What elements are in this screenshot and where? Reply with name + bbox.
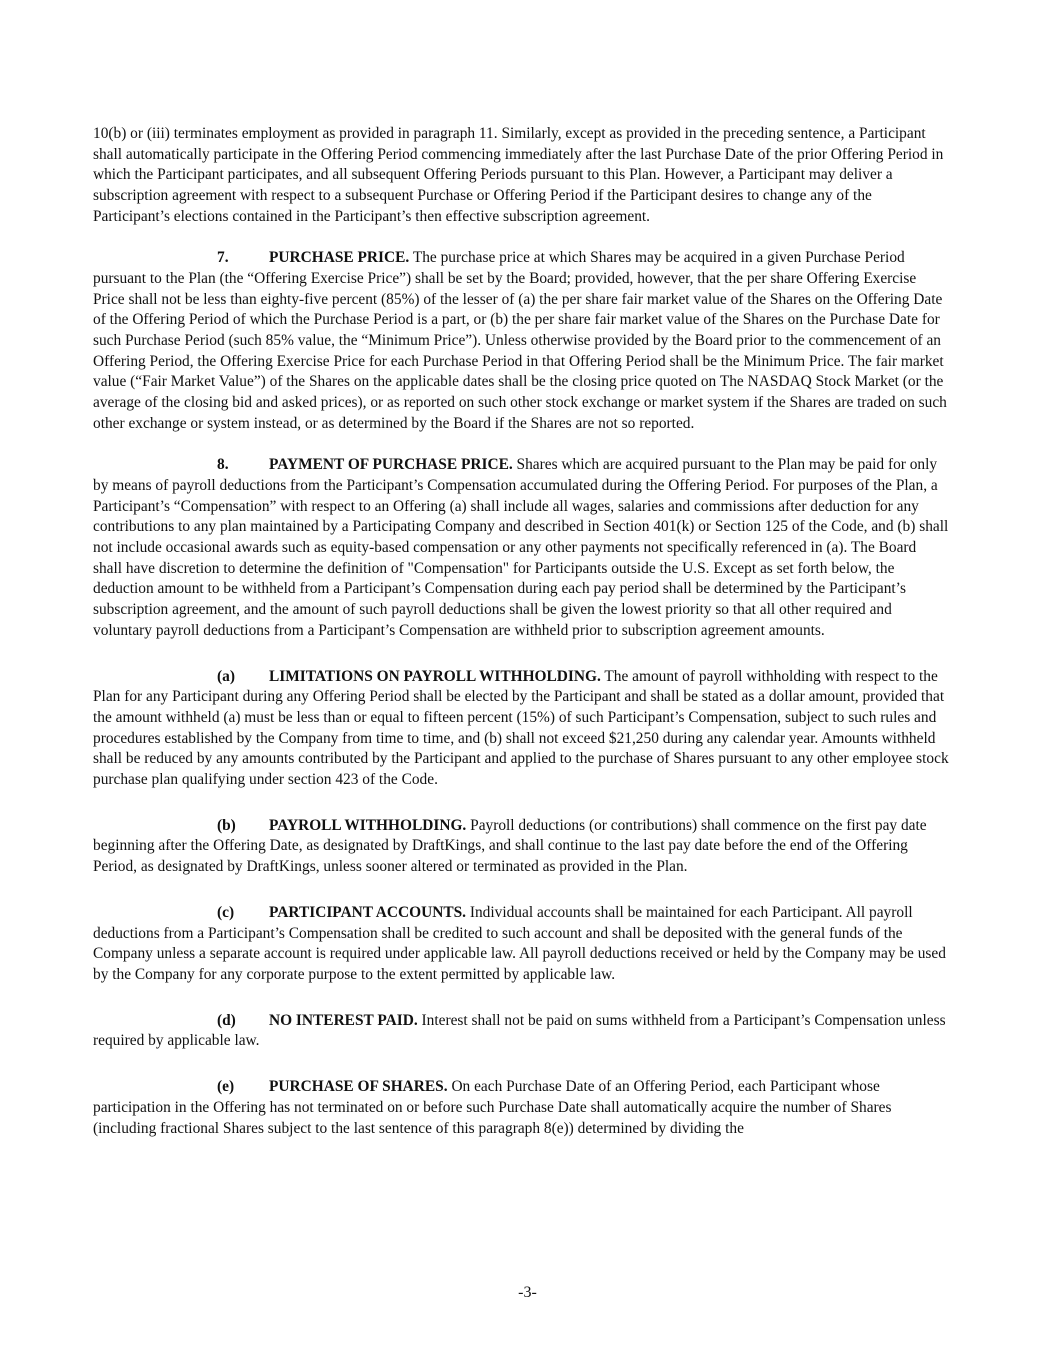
section-text: The purchase price at which Shares may be acquired in a given Purchase Period pursuant to the Plan (the “Offering Exercise Price”) shall be set by the Board; provided, however, that the per share Offering Exercise Price shall not be less than eighty-five percent (85%) of the lesser of (a) the per share fair market value of the Shares on the Offering Date of the Offering Period of which the Purchase Period is a part, or (b) the per share fair market value of the Shares on the Purchase Date for such Purchase Period (such 85% value, the “Minimum Price”). Unless otherwise provided by the Board prior to the commencement of an Offering Period, the Offering Exercise Price for each Purchase Period in that Offering Period shall be the Minimum Price. The fair market value (“Fair Market Value”) of the Shares on the applicable dates shall be the closing price quoted on The NASDAQ Stock Market (or the average of the closing bid and asked prices), or as reported on such other stock exchange or market system if the Shares are traded on such other exchange or system instead, or as determined by the Board if the Shares are not so reported. [93, 249, 947, 432]
section-number: 7. [217, 249, 229, 267]
subsection-text: Payroll deductions (or contributions) shall commence on the first pay date beginning after the Offering Date, as designated by DraftKings, and shall continue to the last pay date before the end of the Offering Period, as designated by DraftKings, unless sooner altered or terminated as provided in the Plan. [93, 816, 927, 876]
subsection-d-no-interest-paid [93, 1011, 949, 1052]
section-heading: PURCHASE PRICE. [269, 249, 410, 267]
subsection-text: Individual accounts shall be maintained for each Participant. All payroll deductions from a Participant’s Compensation shall be credited to such account and shall be deposited with the general funds of the Company unless a separate account is required under applicable law. All payroll deductions received or held by the Company may be used by the Company for any corporate purpose to the extent permitted by applicable law. [93, 903, 946, 983]
page-number: -3- [518, 1284, 537, 1301]
subsection-number: (d) [217, 1011, 236, 1029]
subsection-text: On each Purchase Date of an Offering Period, each Participant whose participation in the Offering has not terminated on or before such Purchase Date shall automatically acquire the number of Shares (including fractional Shares subject to the last sentence of this paragraph 8(e)) determined by dividing the [93, 1078, 892, 1137]
subsection-c-participant-accounts [93, 903, 949, 986]
subsection-number: (b) [217, 816, 236, 834]
section-text: Shares which are acquired pursuant to the Plan may be paid for only by means of payroll deductions from the Participant’s Compensation accumulated during the Offering Period. For purposes of the Plan, a Participant’s “Compensation” with respect to an Offering (a) shall include all wages, salaries and commissions after deduction for any contributions to any plan maintained by a Participating Company and described in Section 401(k) or Section 125 of the Code, and (b) shall not include occasional awards such as equity-based compensation or any other payments not specifically referenced in (a). The Board shall have discretion to determine the definition of "Compensation" for Participants outside the U.S. Except as set forth below, the deduction amount to be withheld from a Participant’s Compensation during each pay period shall be determined by the Participant’s subscription agreement, and the amount of such payroll deductions shall be given the lowest priority so that all other required and voluntary payroll deductions from a Participant’s Compensation are withheld prior to subscription agreement amounts. [93, 456, 949, 639]
subsection-number: (c) [217, 903, 235, 921]
section-number: 8. [217, 456, 229, 474]
subsection-b-payroll-withholding [93, 816, 949, 878]
section-7-purchase-price [93, 248, 949, 434]
subsection-number: (e) [217, 1078, 235, 1096]
paragraph-text: 10(b) or (iii) terminates employment as provided in paragraph 11. Similarly, except as provided in the preceding sentence, a Participant shall automatically participate in the Offering Period commencing immediately after the last Purchase Date of the prior Offering Period in which the Participant participates, and all subsequent Offering Periods pursuant to this Plan. However, a Participant may deliver a subscription agreement with respect to a subsequent Purchase or Offering Period if the Participant desires to change any of the Participant’s elections contained in the Participant’s then effective subscription agreement. [93, 125, 944, 225]
section-heading: PAYMENT OF PURCHASE PRICE. [269, 456, 513, 474]
subsection-number: (a) [217, 667, 235, 685]
document-page [93, 124, 949, 1160]
subsection-text: Interest shall not be paid on sums withheld from a Participant’s Compensation unless required by applicable law. [93, 1011, 946, 1050]
section-8-payment-of-purchase-price [93, 455, 949, 641]
subsection-heading: PAYROLL WITHHOLDING. [269, 816, 467, 834]
subsection-e-purchase-of-shares [93, 1077, 949, 1139]
subsection-heading: LIMITATIONS ON PAYROLL WITHHOLDING. [269, 667, 601, 685]
subsection-a-limitations [93, 667, 949, 791]
subsection-heading: PURCHASE OF SHARES. [269, 1078, 448, 1096]
subsection-heading: PARTICIPANT ACCOUNTS. [269, 903, 466, 921]
paragraph-continuation [93, 124, 949, 228]
subsection-heading: NO INTEREST PAID. [269, 1011, 418, 1029]
subsection-text: The amount of payroll withholding with respect to the Plan for any Participant during any Offering Period shall be elected by the Participant and shall be stated as a dollar amount, provided that the amount withheld (a) must be less than or equal to fifteen percent (15%) of such Participant’s Compensation, subject to such rules and procedures established by the Company from time to time, and (b) shall not exceed $21,250 during any calendar year. Amounts withheld shall be reduced by any amounts contributed by the Participant and applied to the purchase of Shares pursuant to any other employee stock purchase plan qualifying under section 423 of the Code. [93, 667, 949, 789]
